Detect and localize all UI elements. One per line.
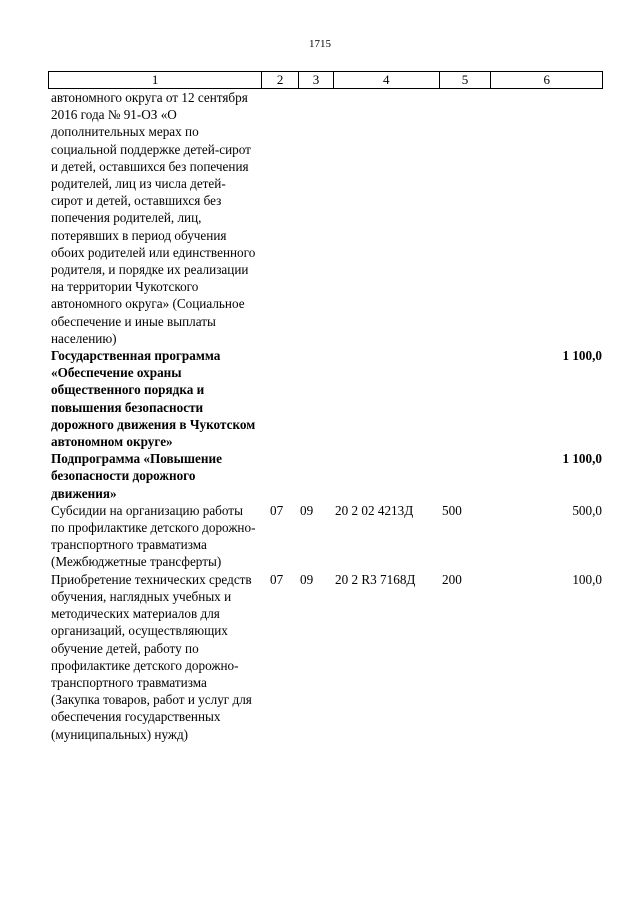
table-header <box>48 71 603 89</box>
header-col-4: 4 <box>333 72 439 88</box>
row-target-article: 20 2 02 4213Д <box>335 502 414 518</box>
row-section: 07 <box>270 571 284 587</box>
row-amount: 1 100,0 <box>562 451 602 467</box>
header-col-3: 3 <box>298 72 333 88</box>
table-row <box>48 89 603 347</box>
row-expense-type: 500 <box>442 502 462 518</box>
row-amount: 1 100,0 <box>562 348 602 364</box>
row-amount: 100,0 <box>572 571 602 587</box>
header-col-6: 6 <box>490 72 602 88</box>
row-subsection: 09 <box>300 502 314 518</box>
row-name: Субсидии на организацию работы по профилактике детского дорожно-транспортного травматизма (Межбюджетные трансферты) <box>51 502 256 570</box>
row-expense-type: 200 <box>442 571 462 587</box>
row-name: Приобретение технических средств обучения, наглядных учебных и методических материалов для организаций, осуществляющих обучение детей, работу по профилактике детского дорожно-транспортного травматизма (Закупка товаров, работ и услуг для обеспечения государственных (муниципальных) нужд) <box>51 571 252 742</box>
row-name: Государственная программа «Обеспечение охраны общественного порядка и повышения безопасности дорожного движения в Чукотском автономном округе» <box>51 348 256 450</box>
table-row <box>48 571 603 743</box>
row-name: Подпрограмма «Повышение безопасности дорожного движения» <box>51 451 222 501</box>
row-target-article: 20 2 R3 7168Д <box>335 571 416 587</box>
header-col-5: 5 <box>439 72 491 88</box>
row-amount: 500,0 <box>572 502 602 518</box>
row-section: 07 <box>270 502 284 518</box>
header-col-1: 1 <box>151 72 159 87</box>
page-number: 1715 <box>309 38 331 50</box>
row-subsection: 09 <box>300 571 314 587</box>
table-row <box>48 347 603 450</box>
row-name: автономного округа от 12 сентября 2016 года № 91-ОЗ «О дополнительных мерах по социальной поддержке детей-сирот и детей, оставшихся без попечения родителей, лиц из числа детей-сирот и детей, оставшихся без попечения родителей, лиц, потерявших в период обучения обоих родителей или единственного родителя, и порядке их реализации на территории Чукотского автономного округа» (Социальное обеспечение и иные выплаты населению) <box>51 90 256 346</box>
table-row <box>48 502 603 571</box>
header-col-2: 2 <box>261 72 298 88</box>
budget-table <box>48 71 603 743</box>
table-row <box>48 450 603 502</box>
